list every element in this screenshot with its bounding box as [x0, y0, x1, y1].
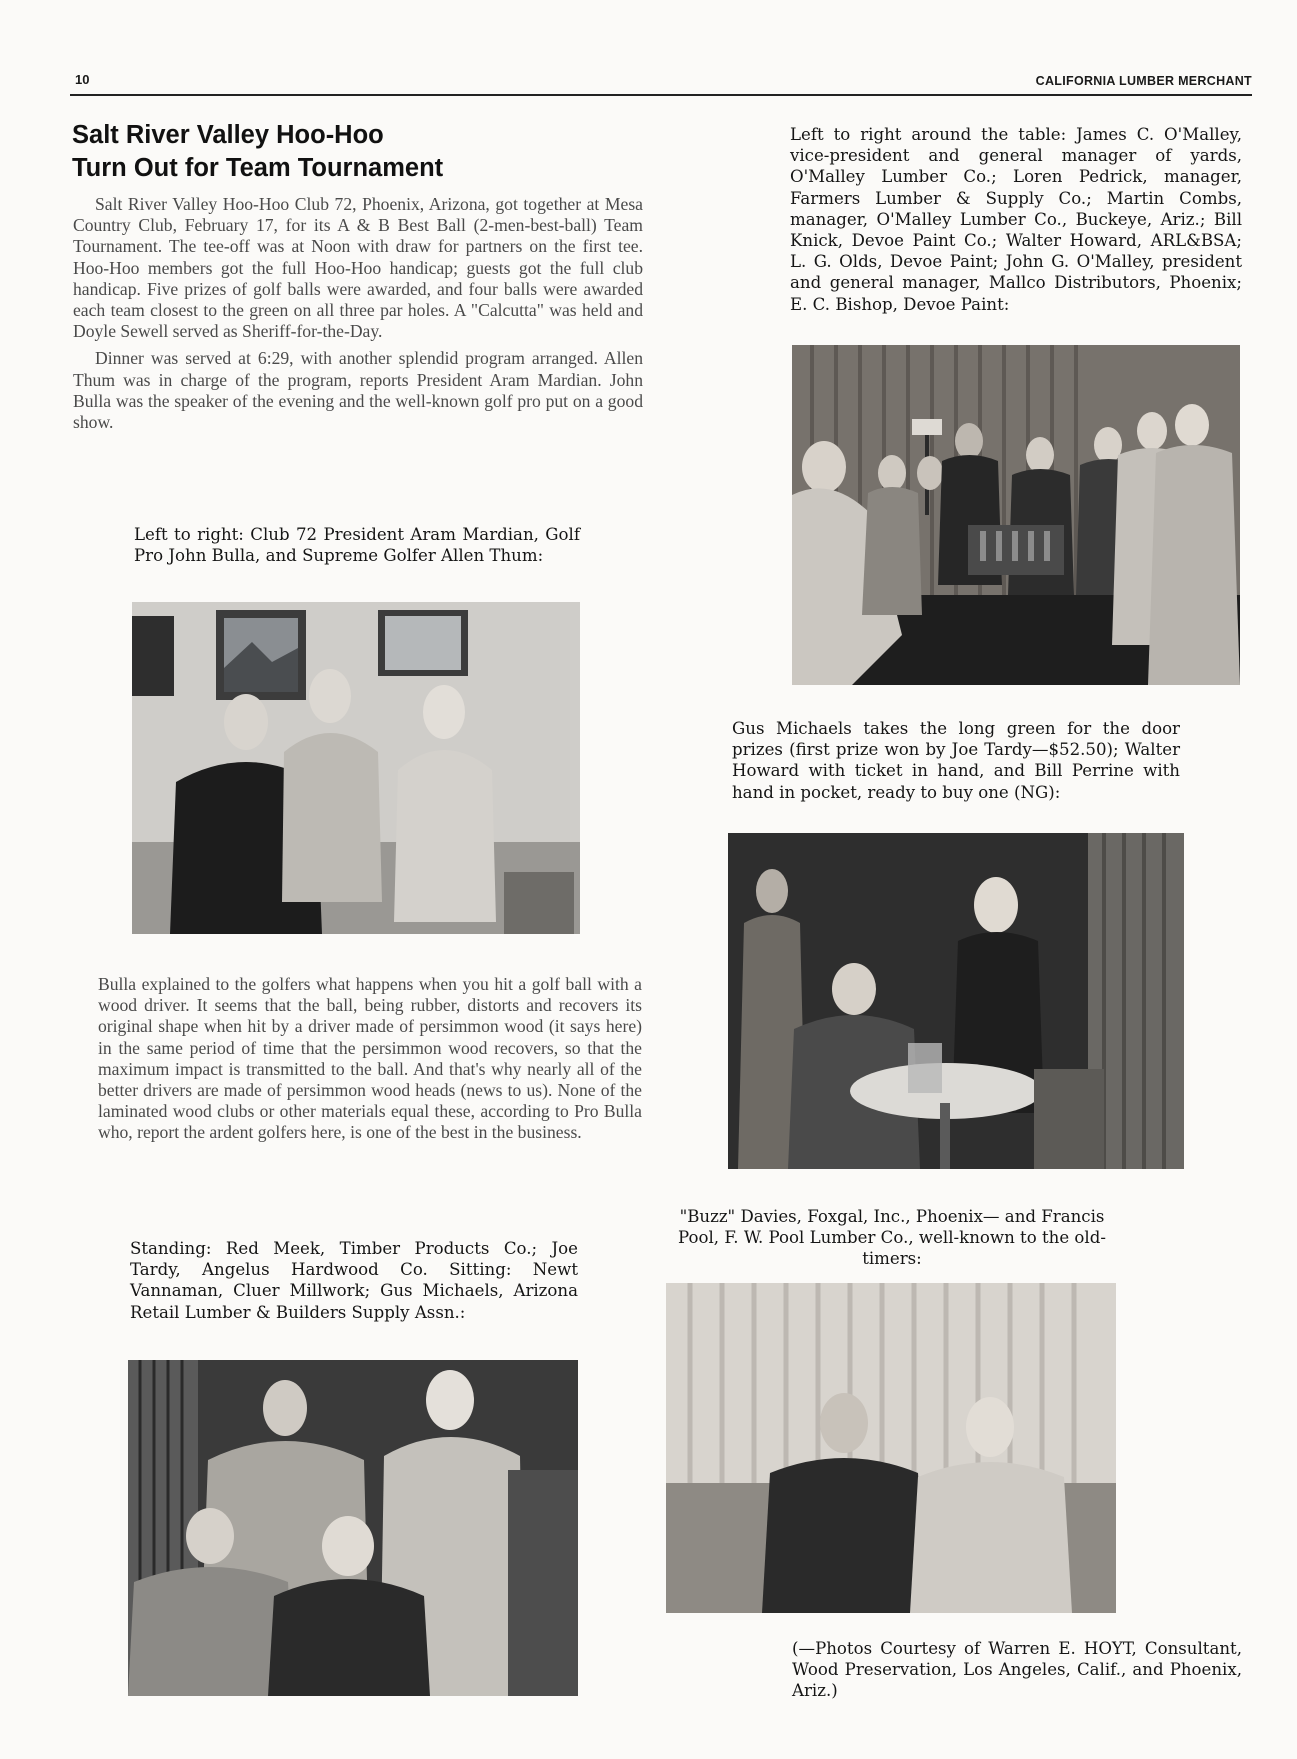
article-paragraph-1: Salt River Valley Hoo-Hoo Club 72, Phoenix, Arizona, got together at Mesa Country Club, February 17, for its A & B Best Ball (2-men-best-ball) Team Tournament. The tee-off was at Noon with draw for partners on the first tee. Hoo-Hoo members got the full Hoo-Hoo handicap; guests got the full club handicap. Five prizes of golf balls were awarded, and four balls were awarded each team closest to the green on all three par holes. A "Calcutta" was held and Doyle Sewell served as Sheriff-for-the-Day.	[73, 194, 643, 342]
article-headline	[72, 119, 652, 185]
photo-standing-sitting	[128, 1360, 578, 1696]
publication-name: CALIFORNIA LUMBER MERCHANT	[1035, 74, 1252, 88]
caption-standing-sitting: Standing: Red Meek, Timber Products Co.; Joe Tardy, Angelus Hardwood Co. Sitting: Newt Vannaman, Cluer Millwork; Gus Michaels, Arizona Retail Lumber & Builders Supply Assn.:	[130, 1239, 578, 1322]
caption-old-timers: "Buzz" Davies, Foxgal, Inc., Phoenix— and Francis Pool, F. W. Pool Lumber Co., well-known to the old-timers:	[678, 1207, 1106, 1269]
headline-line-2: Turn Out for Team Tournament	[72, 154, 444, 182]
article-body-bottom	[98, 974, 642, 1150]
page-number: 10	[75, 72, 90, 87]
caption-around-table: Left to right around the table: James C. O'Malley, vice-president and general manager of yards, O'Malley Lumber Co.; Loren Pedrick, manager, Farmers Lumber & Supply Co.; Martin Combs, manager, O'Malley Lumber Co., Buckeye, Ariz.; Bill Knick, Devoe Paint Co.; Walter Howard, ARL&BSA; L. G. Olds, Devoe Paint; John G. O'Malley, president and general manager, Mallco Distributors, Phoenix; E. C. Bishop, Devoe Paint:	[790, 125, 1242, 314]
photo-door-prizes	[728, 833, 1184, 1169]
article-paragraph-2: Dinner was served at 6:29, with another splendid program arranged. Allen Thum was in charge of the program, reports President Aram Mardian. John Bulla was the speaker of the evening and the well-known golf pro put on a good show.	[73, 348, 643, 433]
caption-club-officers: Left to right: Club 72 President Aram Mardian, Golf Pro John Bulla, and Supreme Golfer Allen Thum:	[134, 525, 580, 566]
photo-old-timers	[666, 1283, 1116, 1613]
photo-around-table	[792, 345, 1240, 685]
article-body-top	[73, 194, 643, 439]
caption-door-prizes: Gus Michaels takes the long green for the door prizes (first prize won by Joe Tardy—$52.50); Walter Howard with ticket in hand, and Bill Perrine with hand in pocket, ready to buy one (NG):	[732, 719, 1180, 802]
photo-credits: (—Photos Courtesy of Warren E. HOYT, Consultant, Wood Preservation, Los Angeles, Calif., and Phoenix, Ariz.)	[792, 1639, 1242, 1701]
headline-line-1: Salt River Valley Hoo-Hoo	[72, 121, 384, 149]
header-rule	[70, 94, 1252, 96]
article-paragraph-3: Bulla explained to the golfers what happens when you hit a golf ball with a wood driver. It seems that the ball, being rubber, distorts and recovers its original shape when hit by a driver made of persimmon wood (it says here) in the same period of time that the persimmon wood recovers, so that the maximum impact is transmitted to the ball. And that's why nearly all of the better drivers are made of persimmon wood heads (news to us). None of the laminated wood clubs or other materials equal these, according to Pro Bulla who, report the ardent golfers here, is one of the best in the business.	[98, 974, 642, 1143]
photo-club-officers	[132, 602, 580, 934]
